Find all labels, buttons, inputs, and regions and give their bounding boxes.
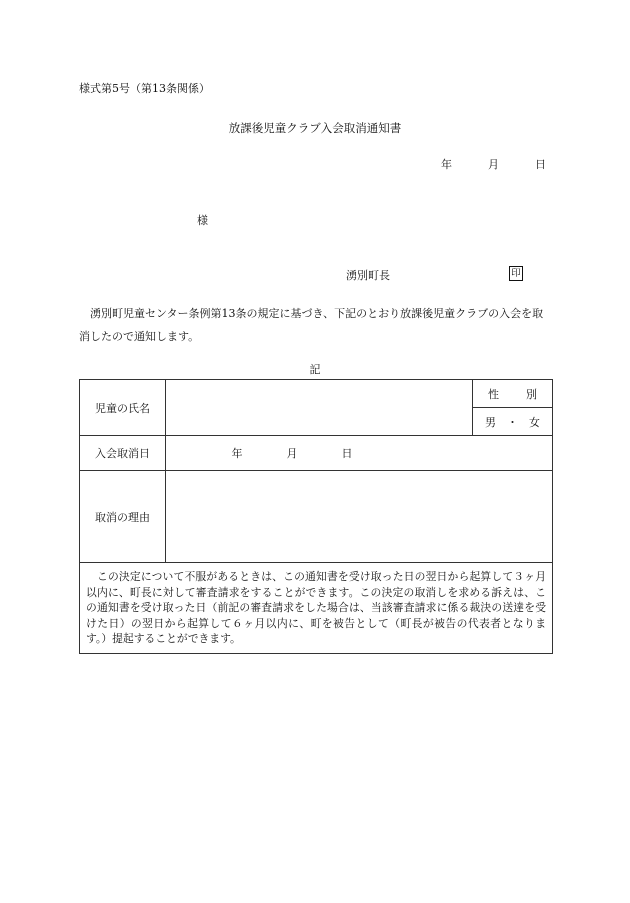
sex-option-male[interactable]: 男 [485,415,496,429]
sex-header [473,380,553,408]
form-number: 様式第5号（第13条関係） [79,82,210,95]
cancel-date-day: 日 [341,447,353,460]
date-year-label: 年 [441,158,452,171]
sex-options[interactable] [473,408,553,436]
sex-label-1: 性 [488,387,499,401]
cancellation-form-table [79,379,553,654]
body-paragraph: 湧別町児童センター条例第13条の規定に基づき、下記のとおり放課後児童クラブの入会を取消したので通知します。 [79,307,544,343]
child-name-label: 児童の氏名 [80,380,166,436]
cancel-date-label: 入会取消日 [80,436,166,471]
document-title: 放課後児童クラブ入会取消通知書 [228,121,402,135]
cancel-date-field[interactable] [166,436,553,471]
child-name-field[interactable] [166,380,473,436]
issuer-name: 湧別町長 [346,269,390,282]
cancel-date-month: 月 [286,447,298,460]
cancel-date-year: 年 [231,447,243,460]
sex-option-separator: ・ [507,415,518,429]
date-day-label: 日 [535,158,546,171]
ki-heading: 記 [309,363,321,376]
date-month-label: 月 [488,158,499,171]
appeal-notice: この決定について不服があるときは、この通知書を受け取った日の翌日から起算して３ヶ月以内に、町長に対して審査請求をすることができます。この決定の取消しを求める訴えは、この通知書を受け取った日（前記の審査請求をした場合は、当該審査請求に係る裁決の送達を受けた日）の翌日から起算して６ヶ月以内に、町を被告として（町長が被告の代表者となります。）提起することができます。 [80,563,553,654]
reason-field[interactable] [166,471,553,563]
reason-label: 取消の理由 [80,471,166,563]
seal-mark: 印 [509,266,523,281]
sex-option-female[interactable]: 女 [529,415,540,429]
addressee-suffix: 様 [197,214,208,227]
sex-label-2: 別 [526,387,537,401]
